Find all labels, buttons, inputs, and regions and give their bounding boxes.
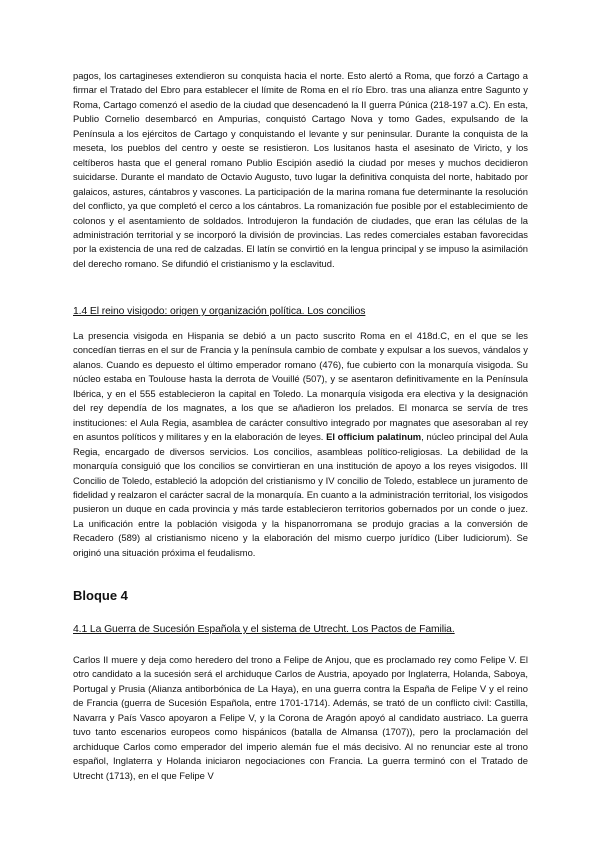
paragraph-visigoths (73, 329, 528, 560)
section-heading-succession: 4.1 La Guerra de Sucesión Española y el sistema de Utrecht. Los Pactos de Familia. (73, 624, 455, 635)
paragraph-visigoths-part1: La presencia visigoda en Hispania se debió a un pacto suscrito Roma en el 418d.C, en el que se les concedían tierras en el sur de Francia y la península cambio de combate y expulsar a los suevos, vándalos y alanos. Cuando es depuesto el último emperador romano (476), fue cubierto con la monarquía visigoda. Su núcleo estaba en Toulouse hasta la derrota de Vouillé (507), y se asentaron definitivamente en la Península Ibérica, y en el 555 establecieron la capital en Toledo. La monarquía visigoda era electiva y la designación del rey dependía de los magnates, a los que se añadieron los prelados. El monarca se servía de tres instituciones: el Aula Regia, asamblea de carácter consultivo integrado por magnates que asesoraban al rey en asuntos políticos y militares y en la elaboración de leyes. (73, 330, 528, 443)
paragraph-succession: Carlos II muere y deja como heredero del trono a Felipe de Anjou, que es proclamado rey como Felipe V. El otro candidato a la sucesión será el archiduque Carlos de Austria, apoyado por Inglaterra, Holanda, Saboya, Portugal y Prusia (Alianza antiborbónica de La Haya), en una guerra contra la España de Felipe V y el reino de Francia (guerra de Sucesión Española, entre 1701-1714). Además, se trató de un conflicto civil: Castilla, Navarra y País Vasco apoyaron a Felipe V, y la Corona de Aragón apoyó al candidato austriaco. La guerra tuvo tanto escenarios europeos como hispánicos (batalla de Almansa (1707)), pero la proclamación del archiduque Carlos como emperador del imperio alemán fue el más decisivo. Al no renunciar este al trono español, Inglaterra y Holanda iniciaron negociaciones con Francia. La guerra terminó con el Tratado de Utrecht (1713), en el que Felipe V (73, 654, 528, 781)
section-heading-visigoths: 1.4 El reino visigodo: origen y organización política. Los concilios (73, 306, 366, 317)
paragraph-visigoths-part2: , núcleo principal del Aula Regia, encargado de diversos servicios. Los concilios, asambleas político-religiosas. La debilidad de la monarquía consiguió que los concilios se convirtieran en una institución de apoyo a los reyes visigodos. III Concilio de Toledo, estableció la adopción del cristianismo y IV concilio de Toledo, establece un juramento de fidelidad y realzaron el carácter sacral de la monarquía. En cuanto a la administración territorial, los visigodos pusieron un duque en cada provincia y más tarde establecieron territorios gobernados por un conde o juez. La unificación entre la población visigoda y la hispanorromana se produjo gracias a la conversión de Recadero (589) al cristianismo niceno y la elaboración del mismo cuerpo jurídico (Liber Iudiciorum). Se originó una situación próxima el feudalismo. (73, 431, 528, 558)
bloque-title: Bloque 4 (73, 588, 128, 603)
bold-term-officium: El officium palatinum (326, 431, 422, 443)
paragraph-romanization: pagos, los cartagineses extendieron su conquista hacia el norte. Esto alertó a Roma, que forzó a Cartago a firmar el Tratado del Ebro para establecer el límite de Roma en el río Ebro. tras una alianza entre Sagunto y Roma, Cartago comenzó el asedio de la ciudad que desencadenó la II guerra Púnica (218-197 a.C). En esta, Publio Cornelio desembarcó en Ampurias, conquistó Cartago Nova y tomo Gades, expulsando de la Península a los ejércitos de Cartago y conquistando el levante y sur peninsular. Durante la conquista de la meseta, los pueblos del centro y oeste se resistieron. Los lusitanos hasta el asesinato de Viricto, y los celtíberos hasta que el general romano Publio Escipión asedió la ciudad por meses y muchos decidieron suicidarse. Durante el mandato de Octavio Augusto, tuvo lugar la definitiva conquista del norte, habitado por galaicos, astures, cántabros y vascones. La participación de la marina romana fue determinante la resolución del conflicto, ya que completó el cerco a los cántabros. La romanización fue posible por el establecimiento de colonos y el asentamiento de soldados. Introdujeron la fundación de ciudades, que eran las células de la administración territorial y se incorporó la división de provincias. Las redes comerciales estaban favorecidas por la existencia de una red de calzadas. El latín se convirtió en la lengua principal y se impuso la asimilación del derecho romano. Se difundió el cristianismo y la esclavitud. (73, 70, 528, 269)
